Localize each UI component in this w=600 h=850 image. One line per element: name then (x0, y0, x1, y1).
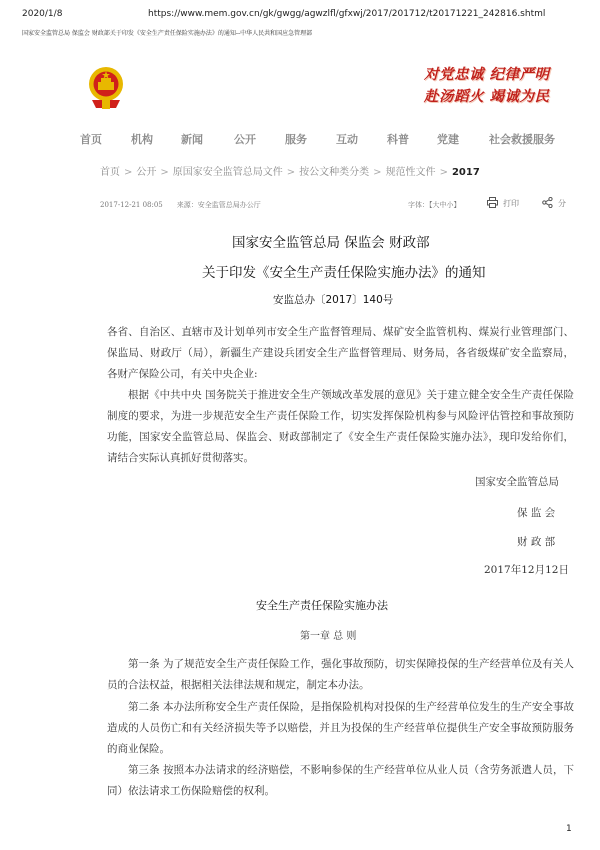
breadcrumb-current-year[interactable]: 2017 (451, 167, 480, 178)
document-issuers: 国家安全监管总局 保监会 财政部 (232, 235, 430, 251)
breadcrumb-home[interactable]: 首页 (100, 167, 120, 178)
breadcrumb-public[interactable]: 公开 (136, 167, 157, 178)
slogan-line-2: 赴汤蹈火 竭诚为民 (424, 88, 550, 105)
nav-item-interaction[interactable]: 互动 (336, 133, 358, 146)
slogan-line-1: 对党忠诚 纪律严明 (424, 66, 550, 83)
breadcrumb-by-doc-type[interactable]: 按公文种类分类 (299, 167, 370, 178)
national-emblem-logo[interactable] (86, 64, 126, 110)
nav-item-rescue-services[interactable]: 社会救援服务 (489, 133, 555, 146)
document-number: 安监总办〔2017〕140号 (273, 294, 394, 306)
signature-insurance-commission: 保 监 会 (517, 507, 556, 519)
nav-item-news[interactable]: 新闻 (181, 133, 203, 146)
share-icon (542, 197, 553, 208)
print-date: 2020/1/8 (22, 9, 63, 19)
breadcrumb-separator: > (373, 167, 382, 178)
font-size-control[interactable]: 字体：【大中小】 (408, 201, 461, 209)
article-meta (100, 200, 261, 210)
slogan-banner (424, 64, 584, 108)
addressees-paragraph: 各省、自治区、直辖市及计划单列市安全生产监督管理局、煤矿安全监管机构、煤炭行业管理部门、保监局、财政厅（局），新疆生产建设兵团安全生产监督管理局、财务局，各省级煤矿安全监察局，各财产保险公司，有关中央企业: (107, 326, 574, 380)
breadcrumb-separator: > (286, 167, 296, 178)
breadcrumb-separator: > (439, 167, 448, 178)
publish-date: 2017-12-21 08:05 (100, 201, 163, 209)
main-nav (80, 131, 600, 151)
article-3: 第三条 按照本办法请求的经济赔偿，不影响参保的生产经营单位从业人员（含劳务派遣人员，下同）依法请求工伤保险赔偿的权利。 (107, 764, 574, 797)
breadcrumb (100, 163, 480, 178)
chapter-heading: 第一章 总 则 (300, 631, 357, 642)
signature-safety-admin: 国家安全监管总局 (475, 476, 559, 488)
nav-item-party[interactable]: 党建 (437, 133, 459, 146)
nav-item-public[interactable]: 公开 (234, 133, 256, 146)
breadcrumb-separator: > (124, 167, 133, 178)
breadcrumb-former-safety-admin-docs[interactable]: 原国家安全监管总局文件 (172, 167, 283, 178)
breadcrumb-separator: > (160, 167, 169, 178)
breadcrumb-normative-docs[interactable]: 规范性文件 (385, 167, 436, 178)
print-url: https://www.mem.gov.cn/gk/gwgg/agwzlfl/gfxwj/2017/201712/t20171221_242816.shtml (148, 9, 546, 19)
document-title: 关于印发《安全生产责任保险实施办法》的通知 (202, 265, 486, 281)
measures-title: 安全生产责任保险实施办法 (256, 599, 388, 612)
article-source: 来源：安全监管总局办公厅 (176, 201, 261, 209)
article-1: 第一条 为了规范安全生产责任保险工作，强化事故预防，切实保障投保的生产经营单位及有关人员的合法权益，根据相关法律法规和规定，制定本办法。 (107, 658, 574, 691)
signature-finance-ministry: 财 政 部 (517, 536, 556, 548)
page-number: 1 (566, 824, 572, 834)
nav-item-organizations[interactable]: 机构 (131, 133, 153, 146)
print-page-title: 国家安全监管总局 保监会 财政部关于印发《安全生产责任保险实施办法》的通知--中华人民共和国应急管理部 (22, 30, 313, 37)
share-label: 分 (558, 199, 566, 208)
nav-item-services[interactable]: 服务 (285, 133, 307, 146)
share-button[interactable] (542, 197, 566, 209)
article-2: 第二条 本办法所称安全生产责任保险，是指保险机构对投保的生产经营单位发生的生产安全事故造成的人员伤亡和有关经济损失等予以赔偿，并且为投保的生产经营单位提供生产安全事故预防服务的商业保险。 (107, 701, 574, 755)
print-label: 打印 (503, 199, 519, 208)
nav-item-science[interactable]: 科普 (387, 133, 409, 146)
printer-icon (487, 197, 498, 208)
body-paragraph: 根据《中共中央 国务院关于推进安全生产领域改革发展的意见》关于建立健全安全生产责任保险制度的要求，为进一步规范安全生产责任保险工作，切实发挥保险机构参与风险评估管控和事故预防功能，国家安全监管总局、保监会、财政部制定了《安全生产责任保险实施办法》，现印发给你们，请结合实际认真抓好贯彻落实。 (107, 389, 574, 464)
signing-date: 2017年12月12日 (484, 564, 569, 576)
nav-item-home[interactable]: 首页 (80, 133, 102, 146)
print-button[interactable] (487, 197, 519, 209)
